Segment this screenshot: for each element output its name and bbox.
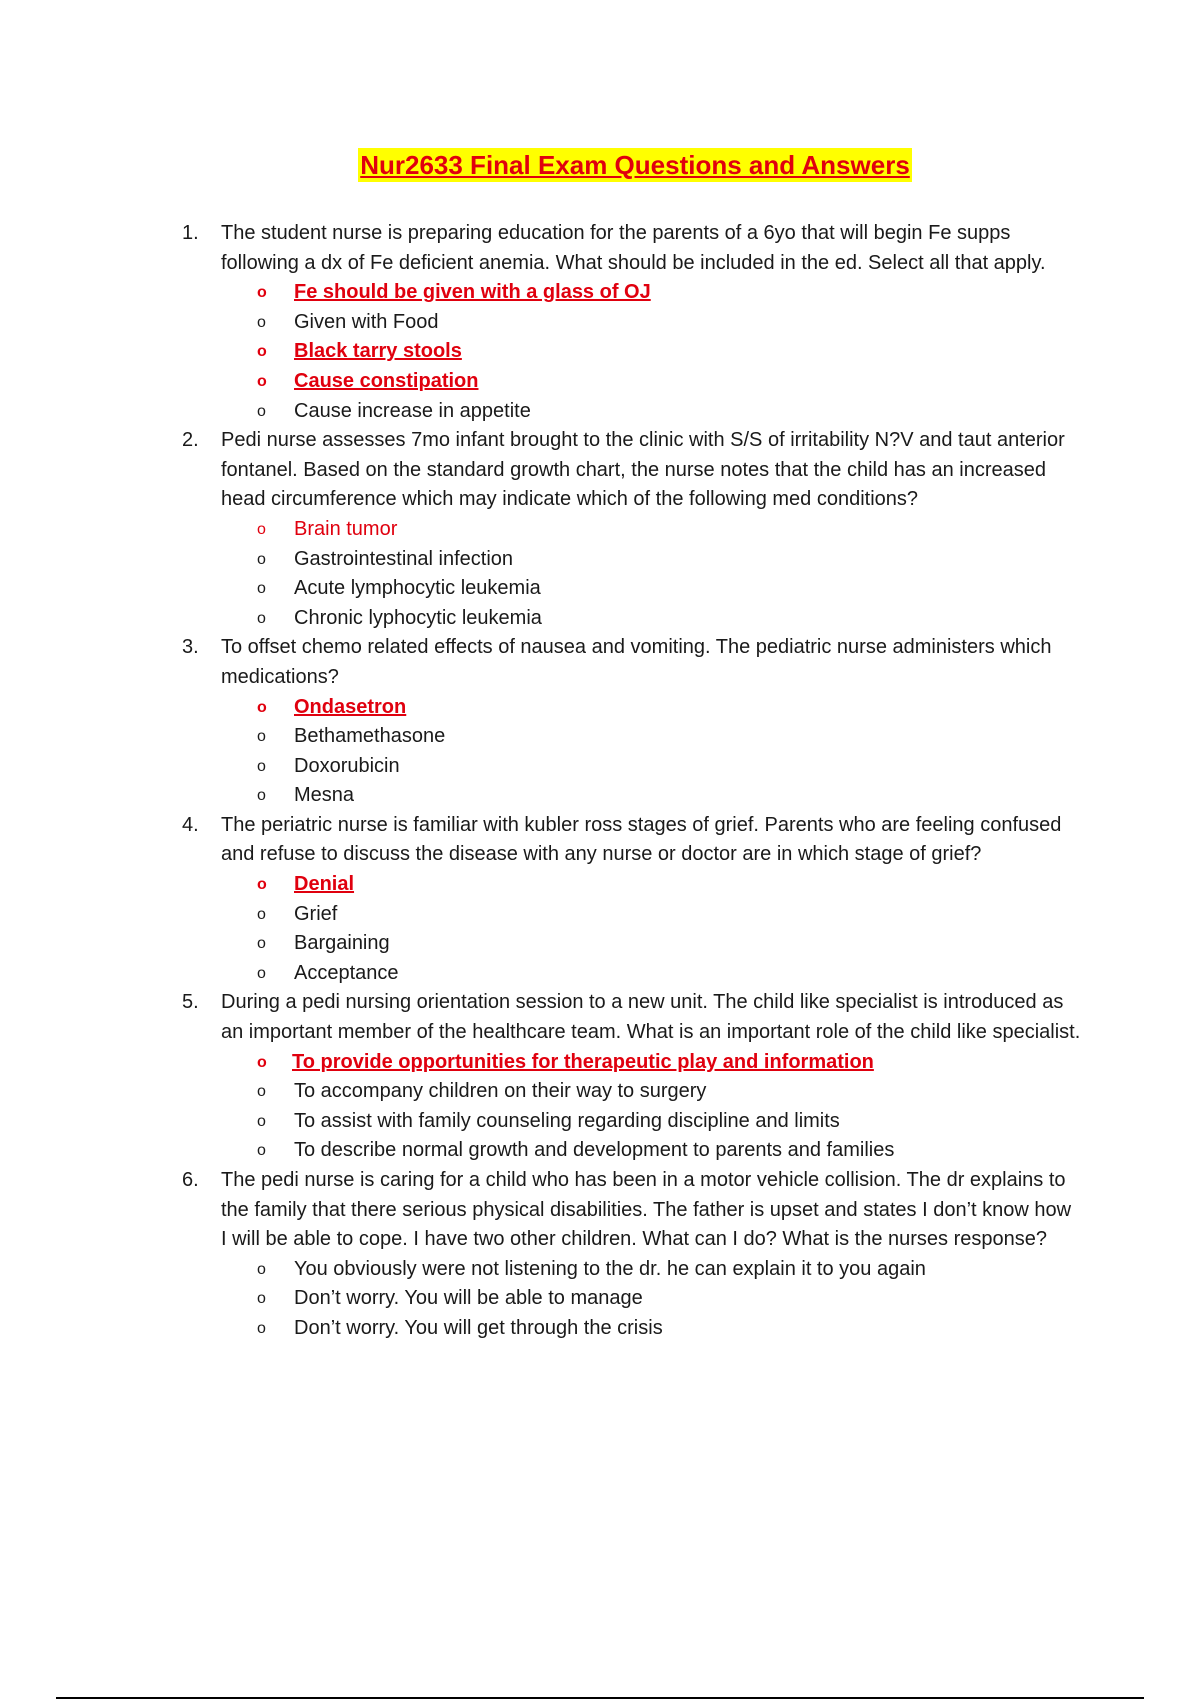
option-item: [221, 545, 1082, 575]
option-item-correct: [221, 693, 1082, 723]
hollow-bullet-icon: o: [257, 964, 266, 982]
option-item: [221, 959, 1082, 989]
option-text: Mesna: [294, 784, 355, 807]
option-list: [221, 870, 1082, 988]
hollow-bullet-icon: o: [257, 876, 267, 894]
option-item: [221, 1314, 1082, 1344]
option-list: [221, 1048, 1082, 1166]
option-item: [221, 1077, 1082, 1107]
question-item: [182, 219, 1082, 426]
option-text: To assist with family counseling regarding discipline and limits: [294, 1109, 840, 1132]
option-item: [221, 929, 1082, 959]
hollow-bullet-icon: o: [257, 580, 266, 598]
option-item: [221, 1136, 1082, 1166]
hollow-bullet-icon: o: [257, 520, 266, 538]
hollow-bullet-icon: o: [257, 1053, 267, 1071]
hollow-bullet-icon: o: [257, 1083, 266, 1101]
hollow-bullet-icon: o: [257, 1142, 266, 1160]
option-list: [221, 278, 1082, 426]
hollow-bullet-icon: o: [257, 1260, 266, 1278]
option-item: [221, 397, 1082, 427]
question-text: The periatric nurse is familiar with kubler ross stages of grief. Parents who are feeling confused and refuse to discuss the disease with any nurse or doctor are in which stage of grief?: [221, 813, 1062, 866]
hollow-bullet-icon: o: [257, 372, 267, 390]
footer-rule: [56, 1697, 1144, 1699]
option-item: [221, 1284, 1082, 1314]
question-text: To offset chemo related effects of nausea and vomiting. The pediatric nurse administers which medications?: [221, 636, 1052, 688]
option-text: Grief: [294, 902, 338, 925]
hollow-bullet-icon: o: [257, 402, 266, 420]
hollow-bullet-icon: o: [257, 1290, 266, 1308]
question-number: 3.: [182, 636, 199, 659]
option-text: To describe normal growth and development to parents and families: [294, 1139, 895, 1162]
option-item: [221, 752, 1082, 782]
option-text: Denial: [294, 873, 355, 896]
question-list: [182, 219, 1082, 1344]
hollow-bullet-icon: o: [257, 313, 266, 331]
option-item: [221, 781, 1082, 811]
option-text: Doxorubicin: [294, 754, 400, 777]
option-item-correct: [221, 278, 1082, 308]
option-text: Don’t worry. You will be able to manage: [294, 1287, 643, 1310]
question-number: 5.: [182, 991, 199, 1014]
option-text: Bethamethasone: [294, 725, 446, 748]
option-item: [221, 604, 1082, 634]
hollow-bullet-icon: o: [257, 757, 266, 775]
option-text: Acute lymphocytic leukemia: [294, 577, 541, 600]
option-text: Don’t worry. You will get through the crisis: [294, 1316, 663, 1339]
option-item-correct: [221, 367, 1082, 397]
option-text: To accompany children on their way to surgery: [294, 1080, 707, 1103]
option-text: To provide opportunities for therapeutic play and information: [292, 1050, 874, 1073]
question-text: During a pedi nursing orientation session to a new unit. The child like specialist is introduced as an important member of the healthcare team. What is an important role of the child like specialist.: [221, 991, 1081, 1044]
hollow-bullet-icon: o: [257, 1319, 266, 1337]
option-text: Cause increase in appetite: [294, 399, 531, 422]
option-text: Fe should be given with a glass of OJ: [294, 281, 651, 304]
option-item: [221, 574, 1082, 604]
option-item: [221, 1255, 1082, 1285]
hollow-bullet-icon: o: [257, 935, 266, 953]
question-item: [182, 988, 1082, 1166]
hollow-bullet-icon: o: [257, 905, 266, 923]
option-text: Given with Food: [294, 310, 439, 333]
option-item: [221, 900, 1082, 930]
option-text: Cause constipation: [294, 369, 479, 392]
option-text: Acceptance: [294, 961, 399, 984]
hollow-bullet-icon: o: [257, 1112, 266, 1130]
question-item: [182, 633, 1082, 811]
hollow-bullet-icon: o: [257, 343, 267, 361]
hollow-bullet-icon: o: [257, 284, 267, 302]
option-text: Gastrointestinal infection: [294, 547, 514, 570]
option-item: [221, 722, 1082, 752]
question-item: [182, 811, 1082, 989]
title-wrapper: [0, 148, 1200, 182]
hollow-bullet-icon: o: [257, 609, 266, 627]
question-text: The pedi nurse is caring for a child who has been in a motor vehicle collision. The dr explains to the family that there serious physical disabilities. The father is upset and states I don’t know how I will be able to cope. I have two other children. What can I do? What is the nurses response?: [221, 1169, 1072, 1251]
option-item: [221, 1107, 1082, 1137]
question-item: [182, 426, 1082, 633]
question-number: 1.: [182, 222, 199, 244]
question-item: [182, 1166, 1082, 1344]
option-item-correct: [221, 870, 1082, 900]
option-item: [221, 308, 1082, 338]
hollow-bullet-icon: o: [257, 698, 267, 716]
page-title: Nur2633 Final Exam Questions and Answers: [360, 150, 910, 180]
question-text: Pedi nurse assesses 7mo infant brought to the clinic with S/S of irritability N?V and taut anterior fontanel. Based on the standard growth chart, the nurse notes that the child has an increased head circumference which may indicate which of the following med conditions?: [221, 429, 1065, 511]
question-number: 4.: [182, 813, 199, 836]
option-item-correct: [221, 337, 1082, 367]
option-text: Chronic lyphocytic leukemia: [294, 606, 542, 629]
question-number: 6.: [182, 1169, 199, 1191]
option-item-correct: [221, 515, 1082, 545]
option-list: [221, 515, 1082, 633]
option-text: Brain tumor: [294, 517, 398, 540]
hollow-bullet-icon: o: [257, 550, 266, 568]
option-list: [221, 1255, 1082, 1344]
option-list: [221, 693, 1082, 811]
option-text: Ondasetron: [294, 695, 407, 718]
hollow-bullet-icon: o: [257, 728, 266, 746]
option-text: Bargaining: [294, 932, 390, 955]
option-text: Black tarry stools: [294, 340, 462, 363]
option-item-correct: [221, 1048, 1082, 1078]
question-text: The student nurse is preparing education for the parents of a 6yo that will begin Fe supps following a dx of Fe deficient anemia. What should be included in the ed. Select all that apply.: [221, 222, 1046, 274]
question-number: 2.: [182, 429, 199, 452]
hollow-bullet-icon: o: [257, 787, 266, 805]
option-text: You obviously were not listening to the dr. he can explain it to you again: [294, 1257, 926, 1280]
